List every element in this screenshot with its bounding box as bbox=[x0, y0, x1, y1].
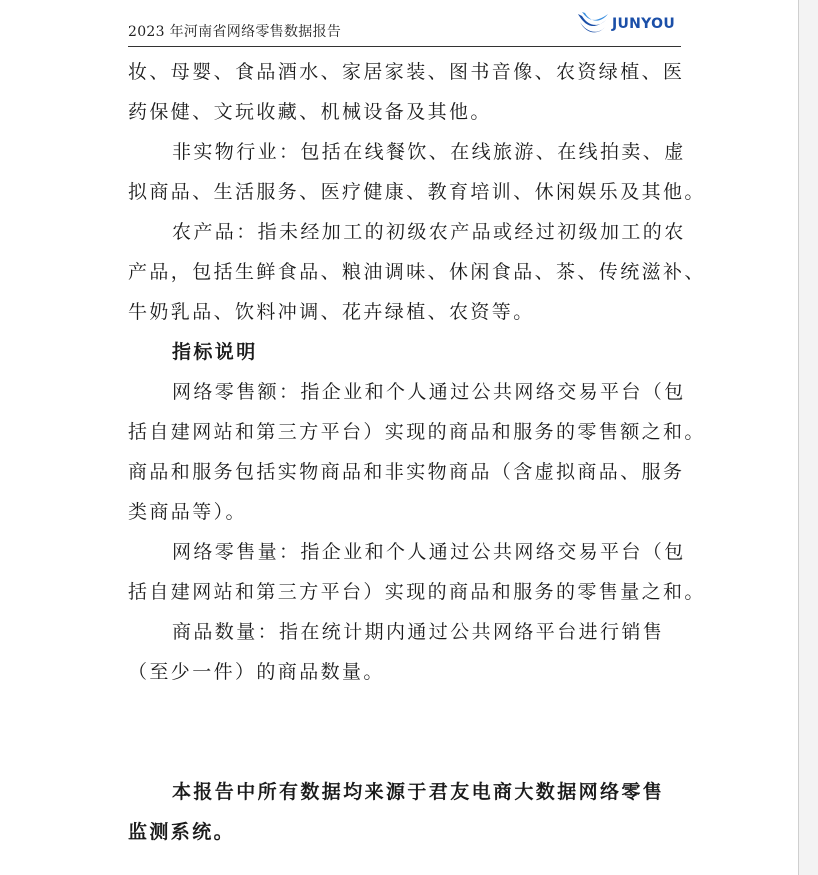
paragraph-line: 网络零售额：指企业和个人通过公共网络交易平台（包 bbox=[172, 381, 686, 403]
paragraph-line: 产品，包括生鲜食品、粮油调味、休闲食品、茶、传统滋补、 bbox=[128, 261, 706, 283]
paragraph-line: 药保健、文玩收藏、机械设备及其他。 bbox=[128, 101, 492, 123]
data-source-note: 本报告中所有数据均来源于君友电商大数据网络零售 bbox=[172, 781, 665, 803]
section-heading: 指标说明 bbox=[172, 341, 258, 363]
paragraph-line: 商品数量：指在统计期内通过公共网络平台进行销售 bbox=[172, 621, 665, 643]
paragraph-line: 拟商品、生活服务、医疗健康、教育培训、休闲娱乐及其他。 bbox=[128, 181, 706, 203]
paragraph-line: 农产品：指未经加工的初级农产品或经过初级加工的农 bbox=[172, 221, 686, 243]
junyou-logo bbox=[576, 10, 675, 38]
paragraph-line: （至少一件）的商品数量。 bbox=[128, 661, 385, 683]
paragraph-line: 商品和服务包括实物商品和非实物商品（含虚拟商品、服务 bbox=[128, 461, 685, 483]
scroll-gutter bbox=[799, 0, 818, 875]
paragraph-line: 妆、母婴、食品酒水、家居家装、图书音像、农资绿植、医 bbox=[128, 61, 685, 83]
spacer bbox=[128, 692, 703, 772]
page-header bbox=[128, 10, 681, 47]
paragraph-line: 括自建网站和第三方平台）实现的商品和服务的零售量之和。 bbox=[128, 581, 706, 603]
document-body bbox=[128, 52, 706, 852]
paragraph-line: 牛奶乳品、饮料冲调、花卉绿植、农资等。 bbox=[128, 301, 535, 323]
paragraph-line: 网络零售量：指企业和个人通过公共网络交易平台（包 bbox=[172, 541, 686, 563]
logo-text: JUNYOU bbox=[611, 16, 675, 32]
paragraph-line: 非实物行业：包括在线餐饮、在线旅游、在线拍卖、虚 bbox=[172, 141, 686, 163]
paragraph-line: 类商品等）。 bbox=[128, 501, 247, 523]
report-title: 2023 年河南省网络零售数据报告 bbox=[128, 24, 342, 40]
junyou-logo-icon bbox=[576, 10, 610, 38]
paragraph-line: 括自建网站和第三方平台）实现的商品和服务的零售额之和。 bbox=[128, 421, 706, 443]
data-source-note: 监测系统。 bbox=[128, 821, 236, 843]
